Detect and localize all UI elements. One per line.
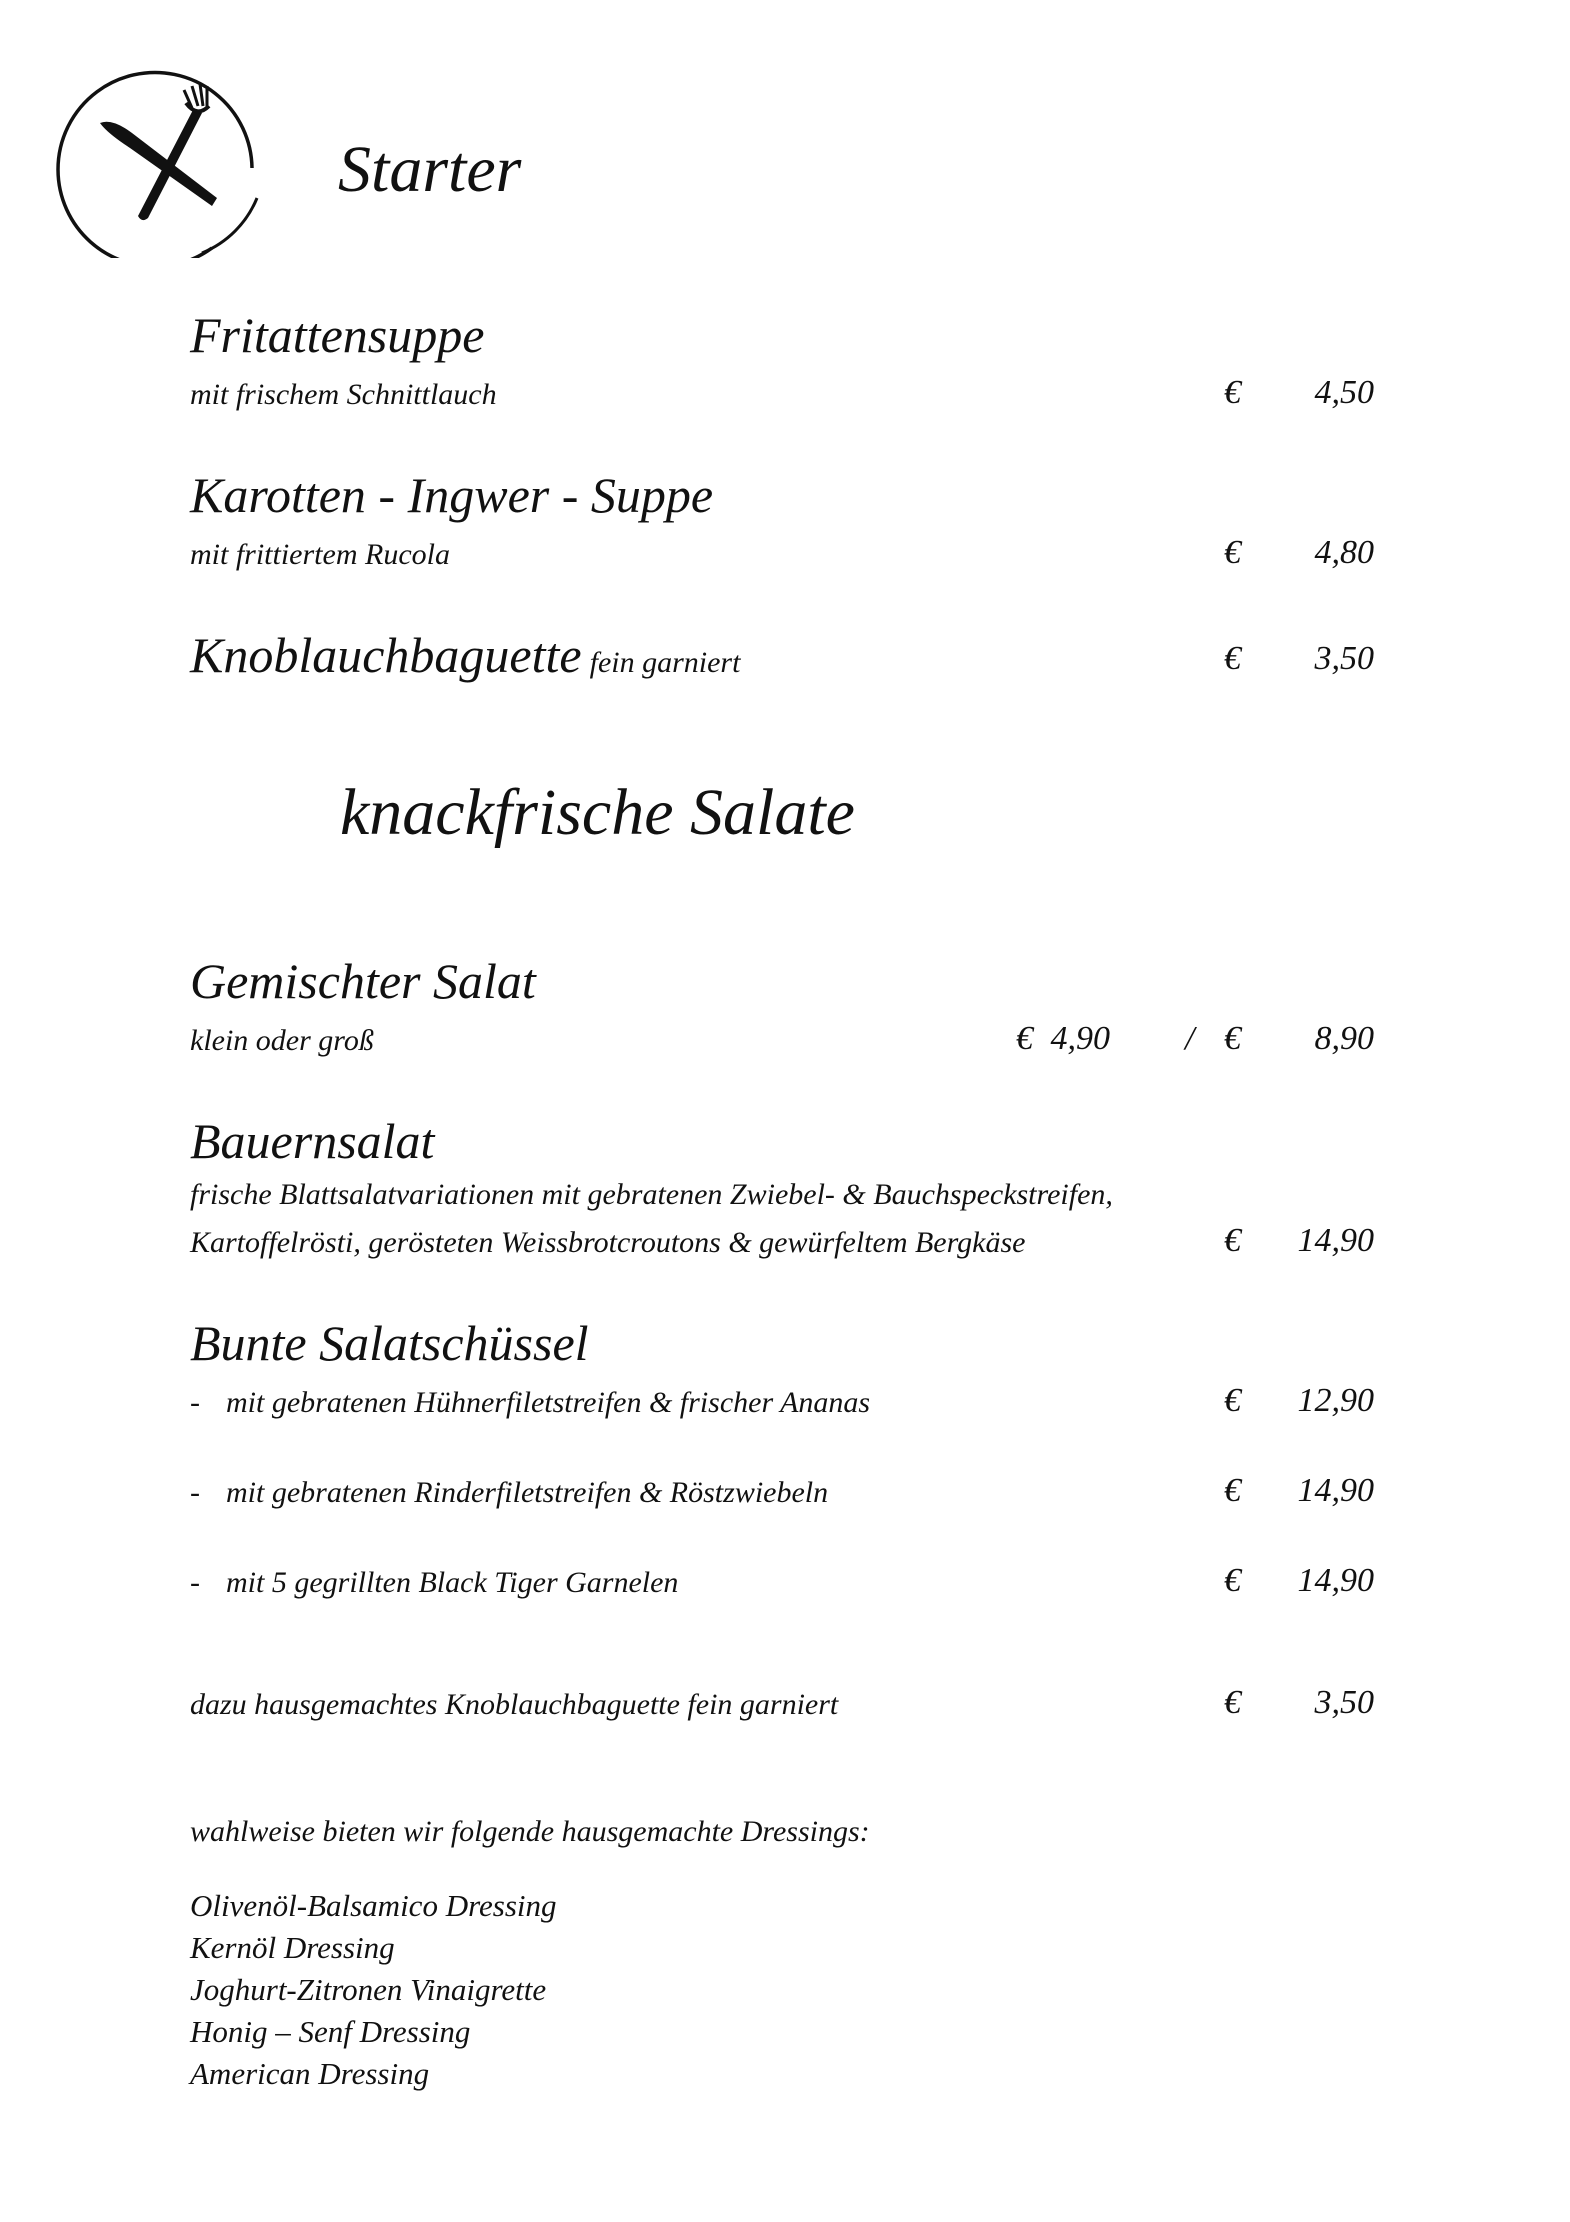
currency-symbol: €: [1224, 640, 1241, 677]
currency-symbol: €: [1224, 1684, 1241, 1721]
price-value: 8,90: [1314, 1020, 1374, 1057]
dish-name: Fritattensuppe: [190, 307, 485, 363]
price-value: 14,90: [1297, 1472, 1374, 1509]
price-value: 4,90: [1050, 1020, 1110, 1057]
dish-description: klein oder groß: [190, 1024, 374, 1057]
knife-fork-icon: [52, 48, 262, 258]
dish-description: mit frischem Schnittlauch: [190, 378, 497, 411]
dish-description: Kartoffelrösti, gerösteten Weissbrotcroutons & gewürfeltem Bergkäse: [190, 1226, 1026, 1259]
currency-symbol: €: [1224, 374, 1241, 411]
price-value: 3,50: [1314, 640, 1374, 677]
currency-symbol: €: [1224, 1020, 1241, 1057]
section-title-starter: Starter: [338, 133, 522, 206]
dish-description: mit frittiertem Rucola: [190, 538, 450, 571]
dressing-list: [190, 1885, 557, 2095]
dish-name: Karotten - Ingwer - Suppe: [190, 467, 714, 523]
list-item: [190, 1566, 678, 1600]
price-value: 14,90: [1297, 1562, 1374, 1599]
bullet-dash: -: [190, 1476, 200, 1509]
bullet-dash: -: [190, 1386, 200, 1419]
bullet-dash: -: [190, 1566, 200, 1599]
option-text: mit gebratenen Rinderfiletstreifen & Röstzwiebeln: [226, 1476, 829, 1509]
dish-name: [190, 626, 740, 684]
list-item: [190, 1386, 870, 1420]
dish-description: fein garniert: [589, 646, 741, 679]
dressings-intro: wahlweise bieten wir folgende hausgemachte Dressings:: [190, 1815, 870, 1848]
price-value: 12,90: [1297, 1382, 1374, 1419]
price-separator: /: [1185, 1020, 1195, 1057]
dish-name-text: Knoblauchbaguette: [190, 627, 582, 683]
section-title-salads: knackfrische Salate: [340, 776, 855, 849]
price-value: 3,50: [1314, 1684, 1374, 1721]
price-value: 14,90: [1297, 1222, 1374, 1259]
list-item: American Dressing: [190, 2056, 430, 2091]
option-text: mit gebratenen Hühnerfiletstreifen & frischer Ananas: [226, 1386, 871, 1419]
currency-symbol: €: [1016, 1020, 1033, 1057]
dish-description: frische Blattsalatvariationen mit gebratenen Zwiebel- & Bauchspeckstreifen,: [190, 1178, 1113, 1211]
dish-name: Bauernsalat: [190, 1113, 435, 1169]
list-item: Olivenöl-Balsamico Dressing: [190, 1888, 557, 1923]
dish-name: Gemischter Salat: [190, 953, 536, 1009]
extra-item-text: dazu hausgemachtes Knoblauchbaguette fein garniert: [190, 1688, 839, 1721]
dish-name: Bunte Salatschüssel: [190, 1315, 589, 1371]
list-item: Honig – Senf Dressing: [190, 2014, 471, 2049]
currency-symbol: €: [1224, 1472, 1241, 1509]
price-value: 4,50: [1314, 374, 1374, 411]
currency-symbol: €: [1224, 534, 1241, 571]
price-value: 4,80: [1314, 534, 1374, 571]
currency-symbol: €: [1224, 1222, 1241, 1259]
list-item: Joghurt-Zitronen Vinaigrette: [190, 1972, 547, 2007]
list-item: Kernöl Dressing: [190, 1930, 395, 1965]
list-item: [190, 1476, 828, 1510]
currency-symbol: €: [1224, 1382, 1241, 1419]
option-text: mit 5 gegrillten Black Tiger Garnelen: [226, 1566, 679, 1599]
currency-symbol: €: [1224, 1562, 1241, 1599]
